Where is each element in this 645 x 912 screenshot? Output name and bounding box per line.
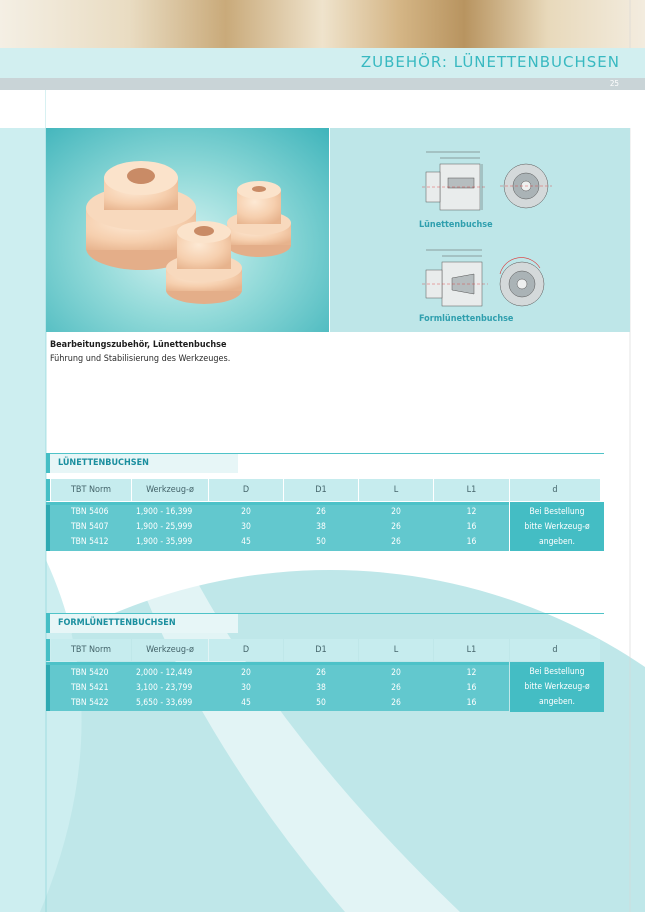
cell-werkzeug: 1,900 - 35,999 — [136, 537, 193, 547]
technical-drawing-panel — [330, 128, 630, 332]
drawing-formluenettenbuchse — [422, 250, 544, 306]
drawing-luenettenbuchse — [422, 152, 552, 210]
col-header-d1: D1 — [284, 639, 358, 661]
d-note — [510, 662, 604, 712]
cell-norm: TBN 5422 — [71, 698, 109, 708]
table-title: FORMLÜNETTENBUCHSEN — [50, 614, 238, 633]
cell-d1: 50 — [316, 698, 326, 708]
cell-d: 30 — [241, 522, 251, 532]
cell-l1: 12 — [466, 668, 477, 678]
d-note-line: angeben. — [539, 537, 575, 547]
col-header-werkzeug: Werkzeug-ø — [132, 639, 208, 661]
cell-d1: 50 — [316, 537, 326, 547]
cell-werkzeug: 5,650 - 33,699 — [136, 698, 193, 708]
d-note-line: Bei Bestellung — [529, 667, 585, 677]
cell-l1: 16 — [466, 522, 477, 532]
cell-l1: 12 — [466, 507, 477, 517]
cell-werkzeug: 2,000 - 12,449 — [136, 668, 193, 678]
cell-norm: TBN 5407 — [71, 522, 109, 532]
cell-d1: 26 — [316, 668, 326, 678]
d-note-line: bitte Werkzeug-ø — [524, 522, 590, 532]
page-number: 25 — [609, 79, 619, 88]
bushings-illustration — [46, 128, 329, 332]
col-header-d1: D1 — [284, 479, 358, 501]
table-title: LÜNETTENBUCHSEN — [50, 454, 238, 473]
col-header-d: D — [209, 479, 283, 501]
d-note-line: Bei Bestellung — [529, 507, 585, 517]
cell-norm: TBN 5412 — [71, 537, 109, 547]
rows-marker — [46, 505, 50, 551]
col-header-l1: L1 — [434, 639, 509, 661]
cell-d: 20 — [241, 668, 251, 678]
col-header-dd: d — [510, 639, 600, 661]
caption-luenettenbuchse: Lünettenbuchse — [419, 220, 493, 230]
cell-l: 26 — [391, 698, 401, 708]
header-marker — [46, 479, 50, 501]
col-header-l1: L1 — [434, 479, 509, 501]
d-note-line: bitte Werkzeug-ø — [524, 682, 590, 692]
col-header-dd: d — [510, 479, 600, 501]
cell-l: 26 — [391, 537, 401, 547]
cell-d: 30 — [241, 683, 251, 693]
cell-norm: TBN 5421 — [71, 683, 109, 693]
col-header-norm: TBT Norm — [51, 639, 131, 661]
cell-d: 45 — [241, 698, 251, 708]
col-header-norm: TBT Norm — [51, 479, 131, 501]
content-top-strip — [46, 90, 645, 128]
d-note — [510, 502, 604, 551]
cell-werkzeug: 1,900 - 16,399 — [136, 507, 193, 517]
cell-l1: 16 — [466, 537, 477, 547]
description-text: Führung und Stabilisierung des Werkzeuges. — [50, 354, 231, 364]
cell-d1: 26 — [316, 507, 326, 517]
cell-d1: 38 — [316, 683, 326, 693]
col-header-l: L — [359, 479, 433, 501]
cell-d: 20 — [241, 507, 251, 517]
product-photo — [46, 128, 329, 332]
cell-norm: TBN 5406 — [71, 507, 109, 517]
col-header-l: L — [359, 639, 433, 661]
cell-norm: TBN 5420 — [71, 668, 109, 678]
description-title: Bearbeitungszubehör, Lünettenbuchse — [50, 340, 227, 350]
cell-d1: 38 — [316, 522, 326, 532]
caption-formluenettenbuchse: Formlünettenbuchse — [419, 314, 514, 324]
cell-l: 26 — [391, 522, 401, 532]
cell-werkzeug: 3,100 - 23,799 — [136, 683, 193, 693]
col-header-d: D — [209, 639, 283, 661]
cell-l: 20 — [391, 507, 401, 517]
d-note-line: angeben. — [539, 697, 575, 707]
rows-marker — [46, 665, 50, 711]
header-grey-bar — [0, 78, 645, 90]
header-marker — [46, 639, 50, 661]
page-title: ZUBEHÖR: LÜNETTENBUCHSEN — [360, 53, 620, 71]
cell-l1: 16 — [466, 698, 477, 708]
col-header-werkzeug: Werkzeug-ø — [132, 479, 208, 501]
cell-l1: 16 — [466, 683, 477, 693]
cell-l: 26 — [391, 683, 401, 693]
cell-d: 45 — [241, 537, 251, 547]
cell-werkzeug: 1,900 - 25,999 — [136, 522, 193, 532]
technical-drawing — [330, 128, 630, 332]
cell-l: 20 — [391, 668, 401, 678]
